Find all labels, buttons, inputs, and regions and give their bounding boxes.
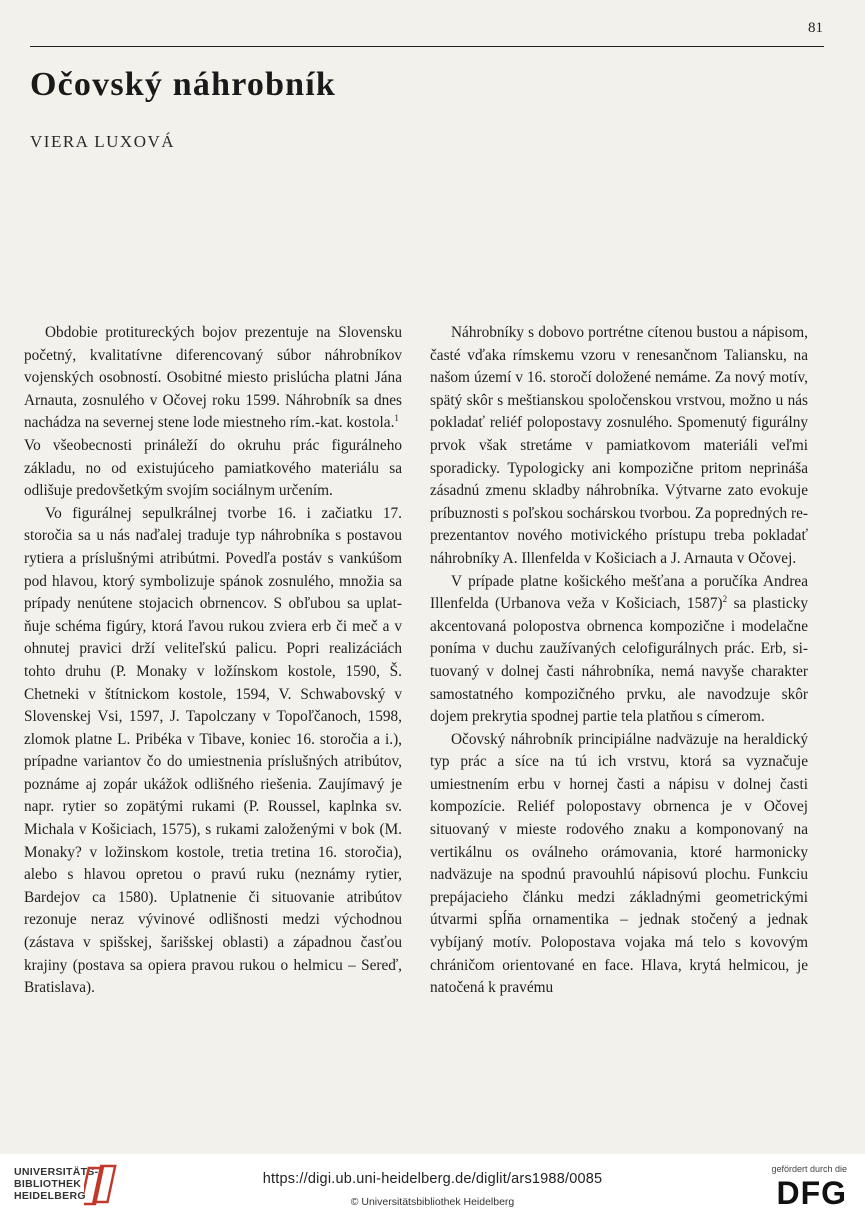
footer-copyright: © Universitätsbibliothek Heidelberg <box>350 1196 515 1208</box>
footer-bar <box>0 1154 865 1218</box>
paragraph: Vo všeobecnosti prináleží do okruhu prác figurálneho základu, no od existujúceho pamiatkového materiálu sa odlišuje predovšetkým svojím sociálnym určením. <box>24 436 402 500</box>
left-column <box>24 322 402 1000</box>
paragraph: Obdobie protitureckých bojov prezentuje na Slovensku početný, kvalitatívne diferencovaný súbor náhrobníkov vojenských osobností. Osobitné miesto prislúcha platni Jána Arnauta, zosnulého v Očovej roku 1599. Náhrobník sa dnes nachádza na severnej stene lode miestneho rím.-kat. kostola.$^1$ <box>24 324 402 432</box>
page-number: 81 <box>808 20 823 36</box>
paragraph: Náhrobníky s dobovo portrétne cítenou bustou a nápisom, časté vďaka rímskemu vzoru v renesančnom Taliansku, na našom území v 16. storočí doložené nemáme. Za nový motív, spätý skôr s meštianskou spoločenskou vrstvou, možno u nás pokladať reliéf polopostavy zosnulého. Spomenutý figurálny prvok však stretáme v pamiatkovom materiáli veľmi sporadicky. Typologicky ani kompozične pritom neprináša zásadnú zmenu skladby náhrobníka. Výtvarne zato evokuje príbuznosti s poľskou sochárskou tvorbou. Za popredných reprezentantov nového motivického prístupu treba pokladať náhrobníky A. Illenfelda v Košiciach a J. Arnauta v Očovej. <box>430 324 808 567</box>
library-name-line1: UNIVERSITÄTS- <box>14 1166 99 1178</box>
right-column <box>430 322 808 1000</box>
header-rule <box>30 46 824 47</box>
paragraph: V prípade platne košického mešťana a poručíka Andrea Illenfelda (Urbanova veža v Košiciach, 1587)$^2$ sa plasticky akcentovaná polopostva obrnenca kompozične i modelačne poníma v duchu zaužívaných celofigurálnych prác. Erb, situovaný v dolnej časti náhrobníka, nemá navyše charakter samostatného kompozičného prvku, ale navodzuje skôr dojem prekrytia spodnej partie tela platňou s címerom. <box>430 572 808 726</box>
footnote-mark[interactable]: 2 <box>722 594 728 605</box>
library-name-line2: BIBLIOTHEK <box>14 1178 82 1190</box>
dfg-caption: gefördert durch die <box>771 1164 847 1174</box>
article-author: VIERA LUXOVÁ <box>30 132 176 151</box>
article-title: Očovský náhrobník <box>30 66 337 103</box>
paragraph: Očovský náhrobník principiálne nadväzuje na heraldický typ prác a síce na tú ich vrstvu, ktorá sa vyznačuje umiestnením erbu v hornej časti a nápisu v dolnej časti kompozície. Reliéf polopostavy obrnenca je v Očovej situovaný v mieste rodového znaku a komponovaný na vertikálnu os oválneho orámovania, ktoré harmonicky nadväzuje na spodnú pravouhlú nápisovú plochu. Funkciu prepájacieho článku medzi základnými geometrickými útvarmi spĺňa ornamentika – jednak stočený a jednak vybíjaný motív. Polopostava vojaka má telo s kovovým chráničom orientované en face. Hlava, krytá helmicou, je natočená k pravému <box>430 730 808 997</box>
library-name-line3: HEIDELBERG <box>14 1190 86 1202</box>
paragraph: Vo figurálnej sepulkrálnej tvorbe 16. i začiatku 17. storočia sa u nás naďalej traduje typ náhrobníka s postavou rytiera a príslušnými atribútmi. Povedľa postáv s vankúšom pod hlavou, ktorý symbolizuje spánok zosnulého, množia sa prípady nenútene stojacich obrnencov. S obľubou sa uplatňuje schéma figúry, ktorá ľavou rukou zviera erb či meč a v ohnutej pravici drží veliteľskú palicu. Popri realizáciách tohto druhu (P. Monaky v ložínskom kostole, 1590, Š. Chetneki v štítnickom kostole, 1594, V. Schwabovský v Slovenskej Vsi, 1597, J. Tapolczany v Topoľčanoch, 1598, zlomok platne L. Pribéka v Tibave, koniec 16. storočia a i.), prípadne variantov čo do umiestnenia príslušných atribútov, poznáme aj zopár ukážok odlišného riešenia. Zaujímavý je napr. rytier so zopätými rukami (P. Roussel, kaplnka sv. Michala v Košiciach, 1575), s rukami založenými v bok (M. Monaky? v ložinskom kostole, tretia tretina 16. storočia), alebo s hlavou opretou o pravú ruku (neznámy rytier, Bardejov ca 1580). Uplatnenie či situovanie atribútov rezonuje neraz vývinové odlišnosti medzi východnou (zástava v spišskej, šarišskej oblasti) a západnou časťou krajiny (postava sa opiera pravou rukou o helmicu – Sereď, Bratislava). <box>24 504 402 997</box>
footnote-mark[interactable]: 1 <box>394 413 399 424</box>
footer-url-link[interactable]: https://digi.ub.uni-heidelberg.de/diglit/ars1988/0085 <box>262 1171 603 1187</box>
dfg-logo[interactable]: DFG <box>776 1175 847 1211</box>
